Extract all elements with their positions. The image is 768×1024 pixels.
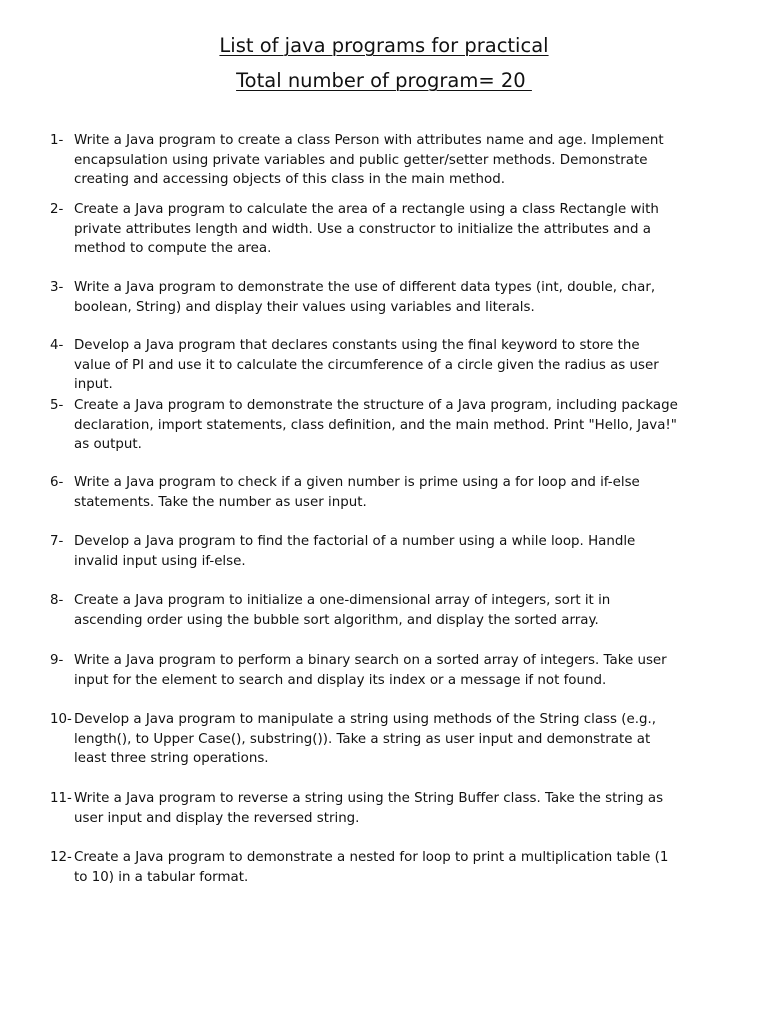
program-item-3 <box>50 278 690 317</box>
program-description: Write a Java program to demonstrate the use of different data types (int, double, char, boolean, String) and display their values using variables and literals. <box>74 280 656 315</box>
program-item-7 <box>50 532 690 571</box>
program-number: 11- <box>50 791 72 806</box>
program-number: 1- <box>50 133 64 148</box>
program-description: Write a Java program to check if a given number is prime using a for loop and if-else statements. Take the number as user input. <box>74 475 640 510</box>
program-item-8 <box>50 591 690 630</box>
program-description: Develop a Java program that declares constants using the final keyword to store the value of PI and use it to calculate the circumference of a circle given the radius as user input. <box>74 338 659 392</box>
program-number: 6- <box>50 475 64 490</box>
program-description: Write a Java program to perform a binary search on a sorted array of integers. Take user input for the element to search and display its index or a message if not found. <box>74 653 667 688</box>
program-number: 10- <box>50 712 72 727</box>
program-description: Create a Java program to initialize a one-dimensional array of integers, sort it in ascending order using the bubble sort algorithm, and display the sorted array. <box>74 593 611 628</box>
program-item-11 <box>50 789 690 828</box>
program-description: Create a Java program to calculate the area of a rectangle using a class Rectangle with private attributes length and width. Use a constructor to initialize the attributes and a method to compute the area. <box>74 202 659 256</box>
program-count-heading: Total number of program= 20 <box>236 69 532 92</box>
program-number: 2- <box>50 202 64 217</box>
document-title: List of java programs for practical <box>219 34 549 57</box>
program-description: Create a Java program to demonstrate a nested for loop to print a multiplication table (1 to 10) in a tabular format. <box>74 850 669 885</box>
program-description: Write a Java program to create a class Person with attributes name and age. Implement encapsulation using private variables and public getter/setter methods. Demonstrate creating and accessing objects of this class in the main method. <box>74 133 664 187</box>
program-item-1 <box>50 131 690 190</box>
program-number: 5- <box>50 398 64 413</box>
program-description: Write a Java program to reverse a string using the String Buffer class. Take the string as user input and display the reversed string. <box>74 791 664 826</box>
program-item-4 <box>50 336 690 395</box>
program-item-12 <box>50 848 690 887</box>
program-number: 4- <box>50 338 64 353</box>
program-number: 7- <box>50 534 64 549</box>
program-number: 9- <box>50 653 64 668</box>
program-description: Develop a Java program to find the factorial of a number using a while loop. Handle invalid input using if-else. <box>74 534 636 569</box>
program-number: 8- <box>50 593 64 608</box>
program-number: 3- <box>50 280 64 295</box>
program-description: Create a Java program to demonstrate the structure of a Java program, including package declaration, import statements, class definition, and the main method. Print "Hello, Java!" as output. <box>74 398 678 452</box>
program-item-10 <box>50 710 690 769</box>
program-item-9 <box>50 651 690 690</box>
program-item-2 <box>50 200 690 259</box>
program-item-5 <box>50 396 690 455</box>
program-item-6 <box>50 473 690 512</box>
program-number: 12- <box>50 850 72 865</box>
program-description: Develop a Java program to manipulate a string using methods of the String class (e.g., length(), to Upper Case(), substring()). Take a string as user input and demonstrate at least three string operations. <box>74 712 656 766</box>
